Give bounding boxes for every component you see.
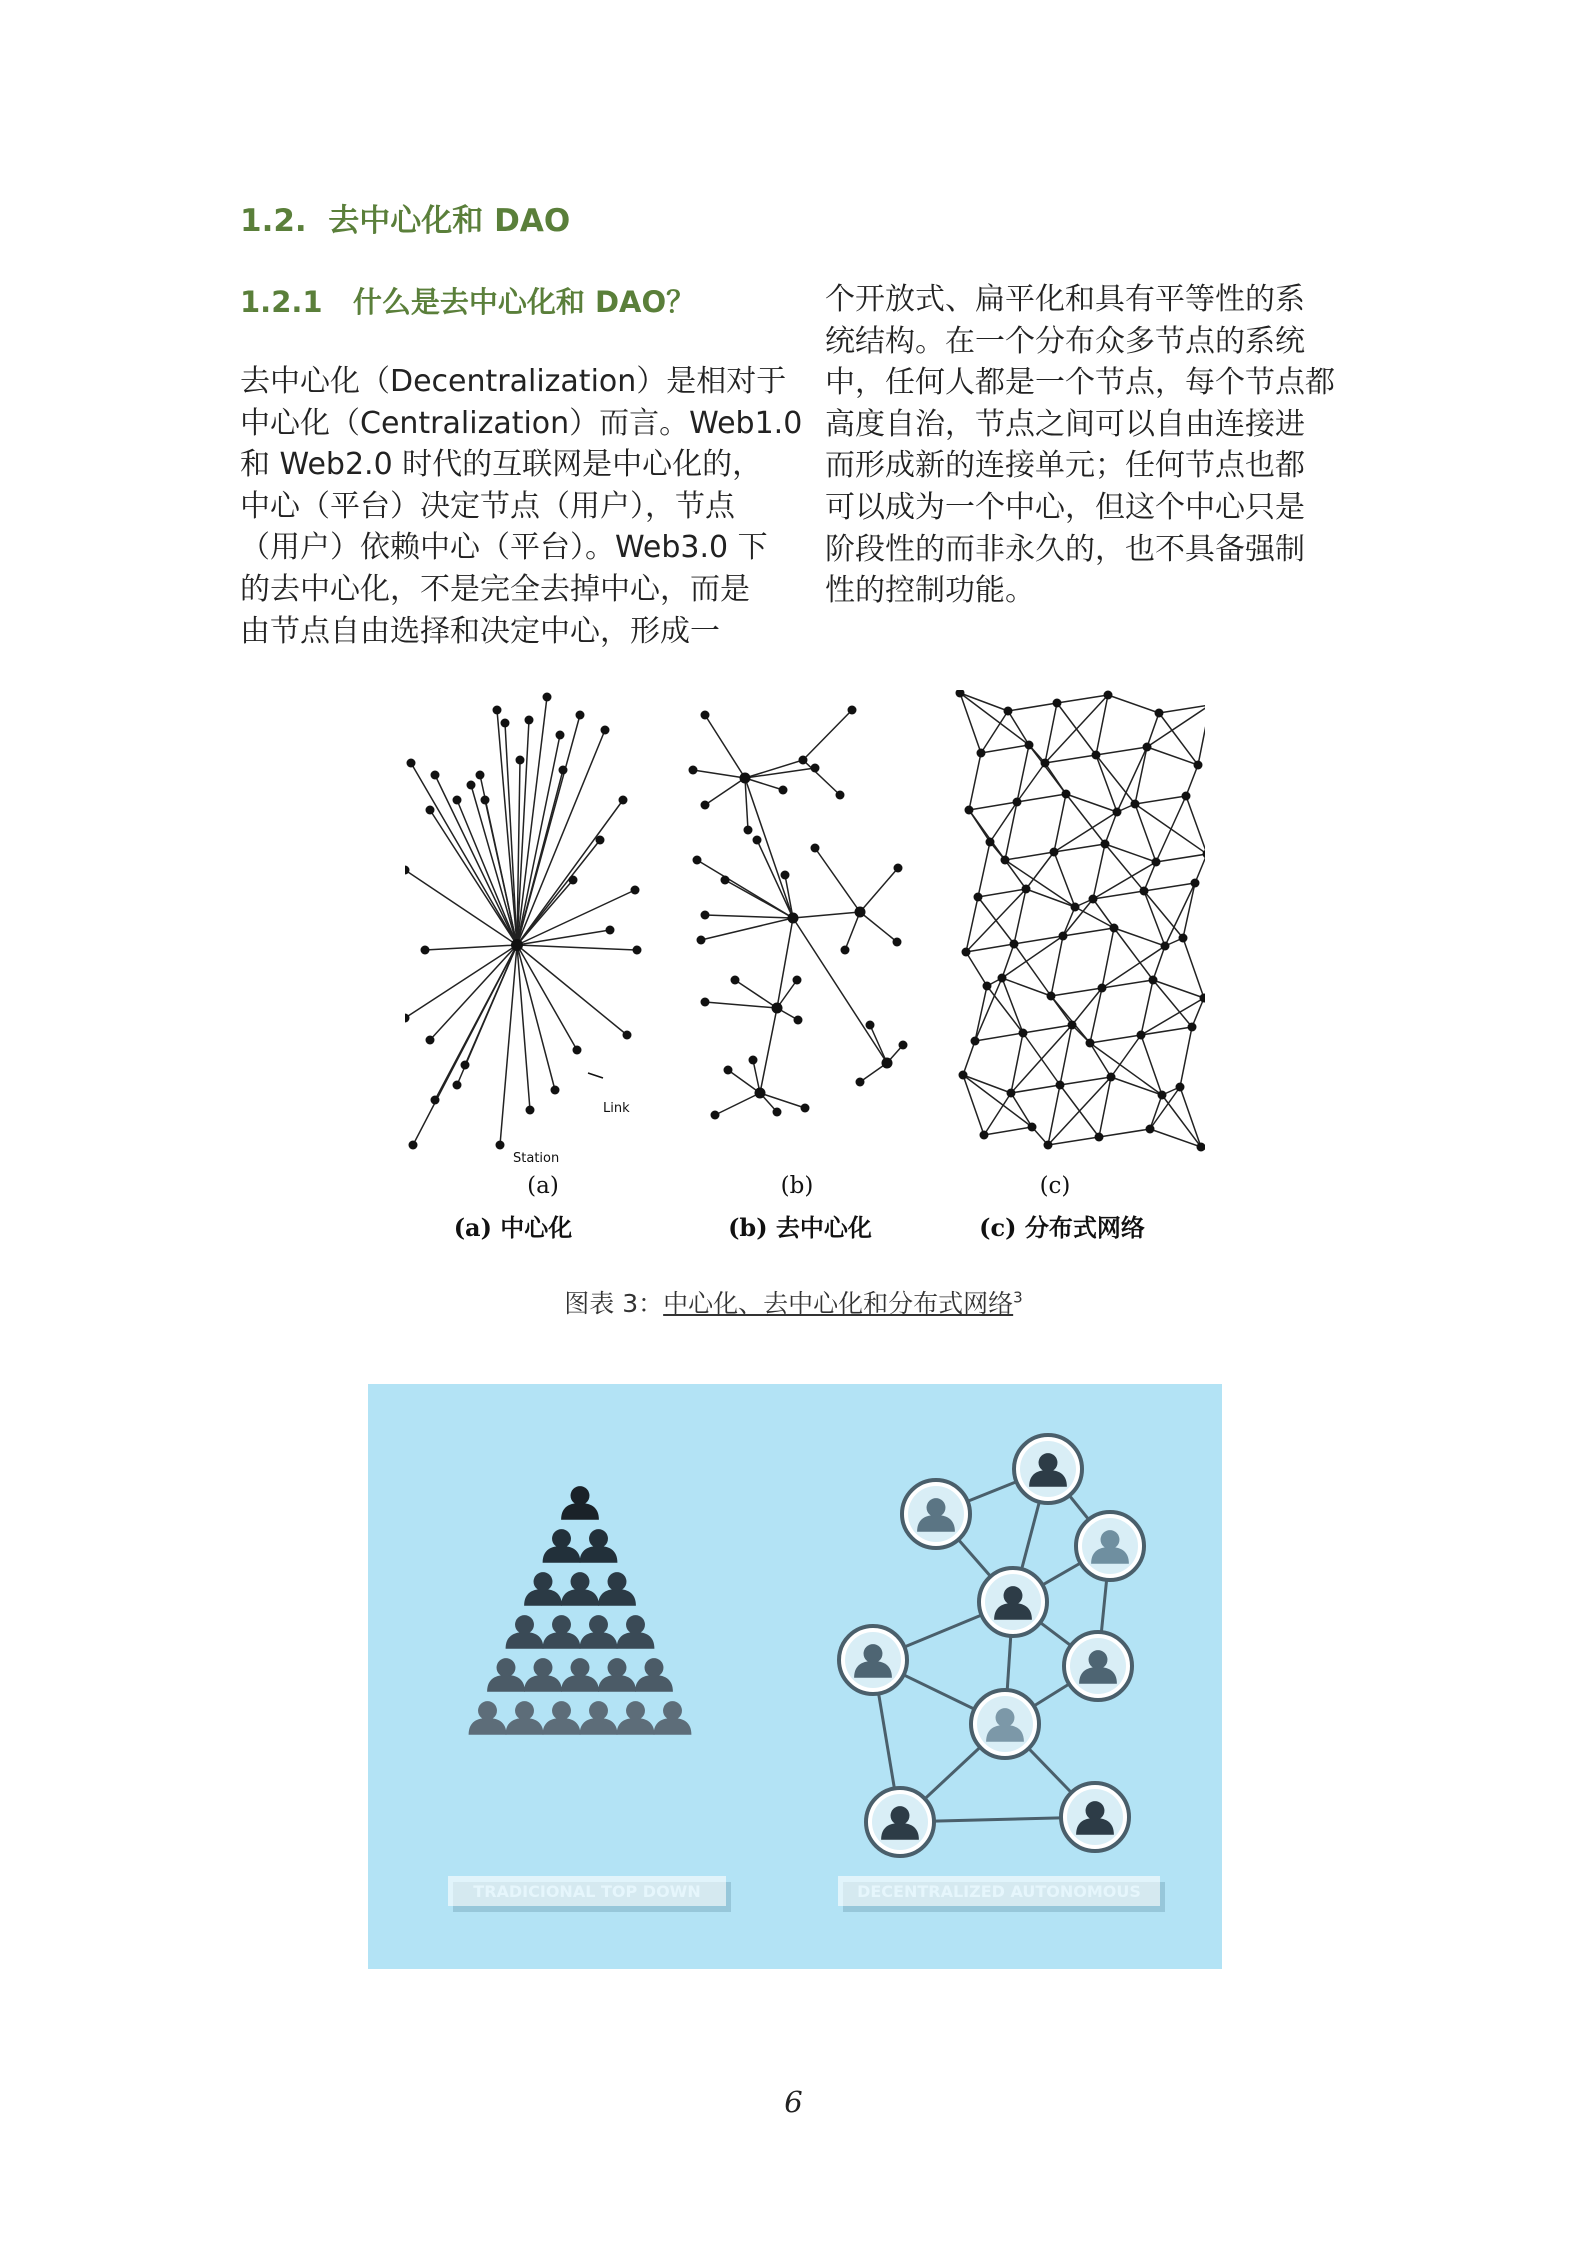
network-node	[526, 1106, 535, 1115]
figure-caption	[0, 1284, 1587, 1320]
network-node	[1155, 709, 1164, 718]
network-node	[956, 690, 965, 698]
network-node	[965, 806, 974, 815]
network-node	[980, 1131, 989, 1140]
network-node	[421, 946, 430, 955]
network-node	[1200, 994, 1206, 1003]
network-node	[431, 771, 440, 780]
network-node	[1131, 800, 1140, 809]
network-node	[701, 711, 710, 720]
network-node	[467, 781, 476, 790]
network-node	[1053, 699, 1062, 708]
network-node	[1158, 1091, 1167, 1100]
subsection-number: 1.2.1	[240, 285, 323, 319]
network-node	[1176, 1083, 1185, 1092]
network-node	[794, 1016, 803, 1025]
panel-letter-a: (a)	[527, 1173, 559, 1199]
left-label: TRADICIONAL TOP DOWN	[473, 1882, 701, 1901]
central-node	[511, 939, 523, 951]
network-node	[461, 1061, 470, 1070]
network-node	[1191, 879, 1200, 888]
network-member-node	[971, 1690, 1039, 1758]
station-annotation: Station	[513, 1151, 560, 1166]
network-node	[1179, 934, 1188, 943]
network-node	[959, 1071, 968, 1080]
text-line: 阶段性的而非永久的，也不具备强制	[825, 531, 1305, 567]
network-node	[744, 826, 753, 835]
right-label-ribbon	[838, 1876, 1165, 1912]
right-label: DECENTRALIZED AUTONOMOUS	[857, 1882, 1141, 1901]
network-node	[962, 948, 971, 957]
network-diagram-figure	[405, 690, 1205, 1260]
network-node	[811, 764, 820, 773]
link-annotation: Link	[603, 1101, 630, 1116]
network-node	[848, 706, 857, 715]
network-member-node	[866, 1788, 934, 1856]
network-node	[697, 936, 706, 945]
network-node	[1013, 798, 1022, 807]
network-node	[1062, 790, 1071, 799]
network-node	[1098, 984, 1107, 993]
network-node	[516, 756, 525, 765]
network-node	[1149, 976, 1158, 985]
network-node	[426, 806, 435, 815]
network-node	[543, 693, 552, 702]
network-node	[551, 1086, 560, 1095]
network-node	[983, 982, 992, 991]
network-node	[724, 1066, 733, 1075]
network-node	[971, 1037, 980, 1046]
network-node	[569, 876, 578, 885]
section-number: 1.2.	[240, 203, 307, 239]
network-member-node	[839, 1626, 907, 1694]
network-member-node	[1014, 1435, 1082, 1503]
network-node	[1161, 942, 1170, 951]
network-node	[1028, 1123, 1037, 1132]
text-line: 和 Web2.0 时代的互联网是中心化的，	[240, 447, 763, 483]
network-node	[453, 796, 462, 805]
network-node	[1056, 1081, 1065, 1090]
panel-label-a: (a) 中心化	[453, 1213, 573, 1242]
network-node	[893, 938, 902, 947]
network-node	[606, 926, 615, 935]
network-member-node	[902, 1480, 970, 1548]
network-node	[1143, 743, 1152, 752]
network-node	[856, 1078, 865, 1087]
hub-node	[740, 773, 751, 784]
network-node	[556, 731, 565, 740]
network-node	[476, 771, 485, 780]
caption-footnote[interactable]: 3	[1013, 1288, 1023, 1307]
network-node	[1182, 792, 1191, 801]
hub-node	[855, 907, 866, 918]
network-node	[711, 1111, 720, 1120]
network-node	[1146, 1125, 1155, 1134]
network-node	[974, 893, 983, 902]
network-node	[977, 749, 986, 758]
network-member-node	[1076, 1512, 1144, 1580]
section-title: 去中心化和 DAO	[328, 203, 571, 239]
text-line: 高度自治，节点之间可以自由连接进	[825, 406, 1305, 442]
network-node	[1041, 759, 1050, 768]
hub-node	[755, 1088, 766, 1099]
network-node	[773, 1108, 782, 1117]
network-node	[1137, 1031, 1146, 1040]
text-line: 中心化（Centralization）而言。Web1.0	[240, 405, 803, 441]
network-node	[799, 756, 808, 765]
network-node	[431, 1096, 440, 1105]
network-node	[1050, 848, 1059, 857]
network-node	[481, 796, 490, 805]
network-node	[1022, 885, 1031, 894]
hub-node	[788, 913, 799, 924]
network-node	[559, 766, 568, 775]
network-node	[781, 871, 790, 880]
network-node	[1089, 895, 1098, 904]
text-line: 可以成为一个中心，但这个中心只是	[825, 489, 1305, 525]
network-node	[493, 706, 502, 715]
text-line: 由节点自由选择和决定中心，形成一	[240, 613, 720, 649]
network-node	[1101, 840, 1110, 849]
network-node	[596, 836, 605, 845]
network-node	[453, 1081, 462, 1090]
network-member-node	[1064, 1632, 1132, 1700]
network-node	[986, 838, 995, 847]
text-line: 中心（平台）决定节点（用户），节点	[240, 488, 735, 524]
text-line: 个开放式、扁平化和具有平等性的系	[825, 282, 1305, 317]
network-node	[779, 786, 788, 795]
section-heading	[240, 195, 570, 240]
network-node	[793, 976, 802, 985]
network-node	[409, 1141, 418, 1150]
network-node	[1092, 751, 1101, 760]
decentralized-network-diagram	[689, 706, 908, 1120]
network-node	[841, 946, 850, 955]
network-node	[811, 844, 820, 853]
panel-label-c: (c) 分布式网络	[979, 1213, 1145, 1242]
network-node	[1086, 1039, 1095, 1048]
text-line: 而形成新的连接单元；任何节点也都	[825, 448, 1305, 484]
network-node	[1095, 1133, 1104, 1142]
network-node	[501, 719, 510, 728]
network-node	[1110, 924, 1119, 933]
network-node	[1025, 741, 1034, 750]
network-node	[576, 711, 585, 720]
panel-letter-c: (c)	[1039, 1173, 1071, 1199]
hub-node	[882, 1058, 893, 1069]
network-node	[496, 1141, 505, 1150]
network-node	[1004, 707, 1013, 716]
subsection-heading	[240, 280, 695, 321]
body-paragraph-right	[825, 279, 1355, 612]
network-node	[1104, 691, 1113, 700]
network-node	[731, 976, 740, 985]
network-node	[721, 876, 730, 885]
dao-illustration	[368, 1384, 1222, 1969]
network-node	[601, 726, 610, 735]
centralized-network-diagram	[405, 693, 642, 1150]
network-node	[1044, 1141, 1053, 1150]
network-node	[894, 864, 903, 873]
network-node	[693, 856, 702, 865]
network-node	[1188, 1023, 1197, 1032]
panel-label-b: (b) 去中心化	[728, 1213, 872, 1242]
network-member-node	[979, 1568, 1047, 1636]
network-node	[701, 801, 710, 810]
network-node	[1007, 1089, 1016, 1098]
network-node	[1068, 1021, 1077, 1030]
panel-letter-b: (b)	[780, 1173, 814, 1199]
network-node	[426, 1036, 435, 1045]
network-node	[573, 1046, 582, 1055]
text-line: （用户）依赖中心（平台）。Web3.0 下	[240, 530, 768, 566]
text-line: 性的控制功能。	[825, 573, 1035, 609]
network-node	[1113, 808, 1122, 817]
page-number: 6	[784, 2085, 803, 2119]
network-node	[1010, 940, 1019, 949]
network-node	[753, 836, 762, 845]
network-node	[836, 791, 845, 800]
network-node	[1152, 858, 1161, 867]
text-line: 的去中心化，不是完全去掉中心，而是	[240, 571, 750, 607]
network-node	[1001, 856, 1010, 865]
network-node	[1047, 992, 1056, 1001]
network-node	[1059, 932, 1068, 941]
network-node	[749, 1056, 758, 1065]
network-node	[623, 1031, 632, 1040]
subsection-title: 什么是去中心化和 DAO？	[352, 285, 696, 319]
network-node	[801, 1104, 810, 1113]
network-node	[407, 759, 416, 768]
network-node	[1019, 1029, 1028, 1038]
network-node	[866, 1021, 875, 1030]
caption-link[interactable]: 中心化、去中心化和分布式网络	[663, 1289, 1014, 1318]
network-node	[701, 998, 710, 1007]
network-node	[998, 974, 1007, 983]
body-paragraph-left	[240, 361, 803, 652]
network-node	[525, 716, 534, 725]
caption-prefix: 图表 3：	[564, 1289, 664, 1318]
network-node	[631, 886, 640, 895]
network-node	[701, 911, 710, 920]
hub-node	[772, 1003, 783, 1014]
network-node	[1140, 887, 1149, 896]
network-node	[619, 796, 628, 805]
network-node	[899, 1041, 908, 1050]
text-line: 中，任何人都是一个节点，每个节点都	[825, 365, 1335, 401]
left-label-ribbon	[448, 1876, 731, 1912]
text-line: 统结构。在一个分布众多节点的系统	[825, 323, 1305, 359]
network-node	[633, 946, 642, 955]
network-member-node	[1061, 1783, 1129, 1851]
network-node	[1071, 903, 1080, 912]
network-node	[1107, 1073, 1116, 1082]
text-line: 去中心化（Decentralization）是相对于	[240, 364, 787, 399]
network-node	[1194, 761, 1203, 770]
network-node	[689, 766, 698, 775]
distributed-network-diagram	[956, 690, 1206, 1152]
